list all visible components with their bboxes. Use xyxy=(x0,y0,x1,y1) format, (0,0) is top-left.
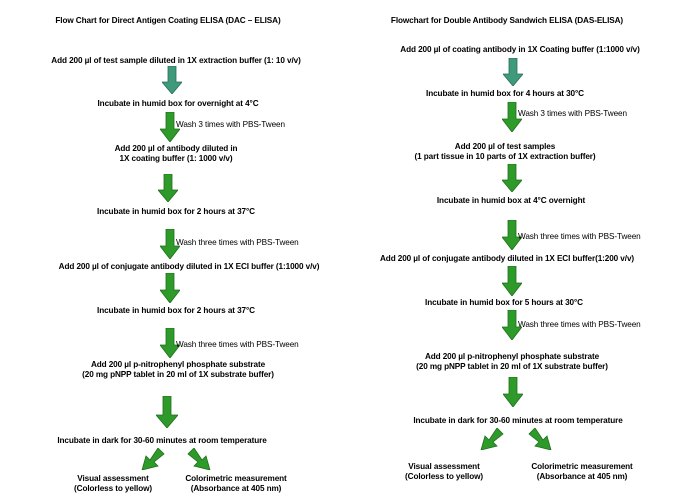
right-outcome-colorimetric-line-1: Colorimetric measurement xyxy=(531,462,633,471)
right-step-1: Add 200 µl of coating antibody in 1X Coating buffer (1:1000 v/v) xyxy=(400,45,640,54)
left-arrow-split-left-icon xyxy=(140,448,166,470)
left-step-1: Add 200 µl of test sample diluted in 1X extraction buffer (1: 10 v/v) xyxy=(51,56,301,65)
left-arrow-1-icon xyxy=(162,66,182,94)
left-wash-3: Wash three times with PBS-Tween xyxy=(176,340,299,349)
right-step-3-line-1: Add 200 µl of test samples xyxy=(454,142,556,151)
right-arrow-split-right-icon xyxy=(527,428,553,450)
left-step-7 xyxy=(82,360,274,380)
right-title: Flowchart for Double Antibody Sandwich ELISA (DAS-ELISA) xyxy=(390,16,624,25)
right-step-7-line-1: Add 200 µl p-nitrophenyl phosphate substrate xyxy=(424,352,600,361)
left-step-8: Incubate in dark for 30-60 minutes at room temperature xyxy=(57,436,267,445)
left-outcome-visual xyxy=(74,474,152,494)
left-step-7-line-2: (20 mg pNPP tablet in 20 ml of 1X substrate buffer) xyxy=(82,370,274,379)
left-outcome-colorimetric-line-1: Colorimetric measurement xyxy=(185,474,287,483)
left-outcome-visual-line-1: Visual assessment xyxy=(77,474,149,483)
right-step-3-line-2: (1 part tissue in 10 parts of 1X extraction buffer) xyxy=(414,152,596,161)
left-step-7-line-1: Add 200 µl p-nitrophenyl phosphate substrate xyxy=(90,360,266,369)
right-wash-2: Wash three times with PBS-Tween xyxy=(518,232,641,241)
left-arrow-7-icon xyxy=(156,396,178,428)
right-arrow-1-icon xyxy=(503,58,523,86)
left-step-4: Incubate in humid box for 2 hours at 37°C xyxy=(97,207,255,216)
left-step-5: Add 200 µl of conjugate antibody diluted in 1X ECI buffer (1:1000 v/v) xyxy=(58,262,320,271)
right-wash-3: Wash three times with PBS-Tween xyxy=(518,320,641,329)
left-arrow-split-right-icon xyxy=(186,448,212,470)
right-outcome-colorimetric xyxy=(531,462,632,482)
right-arrow-5-icon xyxy=(502,266,522,296)
right-arrow-split-left-icon xyxy=(479,428,505,450)
right-step-2: Incubate in humid box for 4 hours at 30°C xyxy=(426,89,584,98)
right-step-4: Incubate in humid box at 4°C overnight xyxy=(436,196,586,205)
left-outcome-colorimetric xyxy=(185,474,286,494)
right-outcome-visual-line-1: Visual assessment xyxy=(408,462,480,471)
right-step-5: Add 200 µl of conjugate antibody diluted in 1X ECI buffer(1:200 v/v) xyxy=(379,254,635,263)
right-arrow-7-icon xyxy=(503,377,523,407)
left-wash-2: Wash three times with PBS-Tween xyxy=(176,238,299,247)
right-step-7-line-2: (20 mg pNPP tablet in 20 ml of 1X substrate buffer) xyxy=(416,362,608,371)
left-arrow-5-icon xyxy=(160,273,180,303)
left-outcome-visual-line-2: (Colorless to yellow) xyxy=(74,484,152,493)
left-step-6: Incubate in humid box for 2 hours at 37°C xyxy=(97,306,255,315)
right-step-6: Incubate in humid box for 5 hours at 30°C xyxy=(425,298,583,307)
right-outcome-visual-line-2: (Colorless to yellow) xyxy=(405,472,483,481)
right-step-3 xyxy=(415,142,596,162)
right-arrow-3-icon xyxy=(502,164,522,192)
left-wash-1: Wash 3 times with PBS-Tween xyxy=(176,120,285,129)
left-step-2: Incubate in humid box for overnight at 4°C xyxy=(97,99,259,108)
right-step-8: Incubate in dark for 30-60 minutes at room temperature xyxy=(413,416,623,425)
right-wash-1: Wash 3 times with PBS-Tween xyxy=(518,109,627,118)
left-step-3 xyxy=(115,144,238,164)
right-outcome-colorimetric-line-2: (Absorbance at 405 nm) xyxy=(536,472,628,481)
left-step-3-line-2: 1X coating buffer (1: 1000 v/v) xyxy=(119,154,233,163)
left-step-3-line-1: Add 200 µl of antibody diluted in xyxy=(114,144,238,153)
left-outcome-colorimetric-line-2: (Absorbance at 405 nm) xyxy=(190,484,282,493)
left-title: Flow Chart for Direct Antigen Coating ELISA (DAC – ELISA) xyxy=(55,16,281,25)
right-step-7 xyxy=(416,352,608,372)
left-arrow-3-icon xyxy=(158,174,178,202)
right-outcome-visual xyxy=(405,462,483,482)
